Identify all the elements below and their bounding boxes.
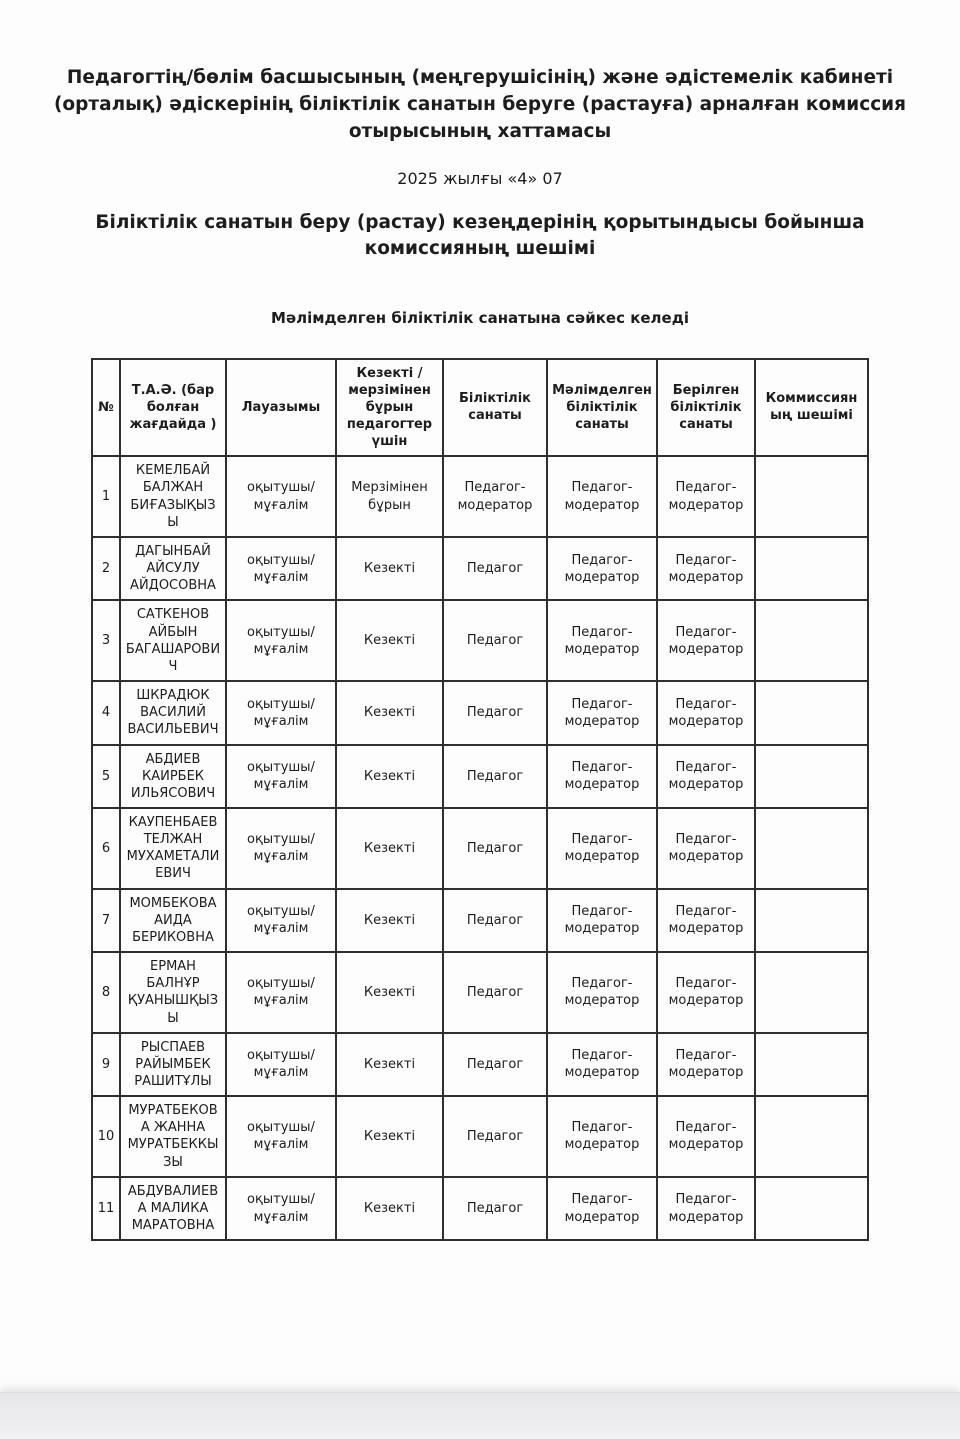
num-cell: 5 [92, 745, 120, 808]
column-header-commission_decision: Коммиссияның шешімі [755, 359, 868, 457]
given_category-cell: Педагог-модератор [657, 1033, 755, 1096]
position-cell: оқытушы/мұғалім [226, 952, 336, 1033]
period-cell: Кезекті [336, 600, 443, 681]
num-cell: 10 [92, 1096, 120, 1177]
period-cell: Кезекті [336, 889, 443, 952]
category-cell: Педагог [443, 600, 547, 681]
position-cell: оқытушы/мұғалім [226, 1096, 336, 1177]
num-cell: 1 [92, 456, 120, 537]
name-cell: АБДИЕВ КАИРБЕК ИЛЬЯСОВИЧ [120, 745, 226, 808]
position-cell: оқытушы/мұғалім [226, 456, 336, 537]
category-cell: Педагог [443, 745, 547, 808]
name-cell: МОМБЕКОВА АИДА БЕРИКОВНА [120, 889, 226, 952]
name-cell: МУРАТБЕКОВА ЖАННА МУРАТБЕККЫЗЫ [120, 1096, 226, 1177]
document-title: Педагогтің/бөлім басшысының (меңгерушісінің) және әдістемелік кабинеті (орталық) әдіскерінің біліктілік санатын беруге (растауға) арналған комиссия отырысының хаттамасы [53, 67, 907, 142]
name-cell: КЕМЕЛБАЙ БАЛЖАН БИҒАЗЫҚЫЗЫ [120, 456, 226, 537]
column-header-claimed_category: Мәлімделген біліктілік санаты [547, 359, 657, 457]
given_category-cell: Педагог-модератор [657, 681, 755, 744]
category-cell: Педагог [443, 681, 547, 744]
claimed_category-cell: Педагог-модератор [547, 456, 657, 537]
table-row [92, 745, 868, 808]
column-header-period: Кезекті / мерзімінен бұрын педагогтер үшін [336, 359, 443, 457]
period-cell: Мерзімінен бұрын [336, 456, 443, 537]
commission_decision-cell [755, 952, 868, 1033]
position-cell: оқытушы/мұғалім [226, 600, 336, 681]
commission_decision-cell [755, 1177, 868, 1240]
name-cell: ДАГЫНБАЙ АЙСУЛУ АЙДОСОВНА [120, 537, 226, 600]
claimed_category-cell: Педагог-модератор [547, 537, 657, 600]
position-cell: оқытушы/мұғалім [226, 1033, 336, 1096]
period-cell: Кезекті [336, 808, 443, 889]
num-cell: 6 [92, 808, 120, 889]
category-cell: Педагог [443, 889, 547, 952]
position-cell: оқытушы/мұғалім [226, 1177, 336, 1240]
given_category-cell: Педагог-модератор [657, 889, 755, 952]
name-cell: ЕРМАН БАЛНҰР ҚУАНЫШҚЫЗЫ [120, 952, 226, 1033]
table-row [92, 600, 868, 681]
period-cell: Кезекті [336, 681, 443, 744]
given_category-cell: Педагог-модератор [657, 1177, 755, 1240]
commission_decision-cell [755, 1033, 868, 1096]
given_category-cell: Педагог-модератор [657, 456, 755, 537]
column-header-position: Лауазымы [226, 359, 336, 457]
position-cell: оқытушы/мұғалім [226, 681, 336, 744]
document-subtitle: Біліктілік санатын беру (растау) кезеңдерінің қорытындысы бойынша комиссияның шешімі [95, 212, 865, 260]
commission_decision-cell [755, 681, 868, 744]
name-cell: ШКРАДЮК ВАСИЛИЙ ВАСИЛЬЕВИЧ [120, 681, 226, 744]
period-cell: Кезекті [336, 952, 443, 1033]
period-cell: Кезекті [336, 745, 443, 808]
num-cell: 3 [92, 600, 120, 681]
bottom-toolbar [0, 1392, 960, 1439]
commission_decision-cell [755, 1096, 868, 1177]
period-cell: Кезекті [336, 1096, 443, 1177]
category-cell: Педагог [443, 1177, 547, 1240]
table-row [92, 1096, 868, 1177]
column-header-given_category: Берілген біліктілік санаты [657, 359, 755, 457]
table-header-row [92, 359, 868, 457]
claimed_category-cell: Педагог-модератор [547, 745, 657, 808]
name-cell: КАУПЕНБАЕВ ТЕЛЖАН МУХАМЕТАЛИЕВИЧ [120, 808, 226, 889]
column-header-name: Т.А.Ә. (бар болған жағдайда ) [120, 359, 226, 457]
claimed_category-cell: Педагог-модератор [547, 1033, 657, 1096]
num-cell: 9 [92, 1033, 120, 1096]
column-header-category: Біліктілік санаты [443, 359, 547, 457]
num-cell: 11 [92, 1177, 120, 1240]
table-row [92, 681, 868, 744]
commission_decision-cell [755, 456, 868, 537]
commission_decision-cell [755, 537, 868, 600]
position-cell: оқытушы/мұғалім [226, 808, 336, 889]
num-cell: 7 [92, 889, 120, 952]
category-cell: Педагог [443, 808, 547, 889]
category-cell: Педагог [443, 1096, 547, 1177]
period-cell: Кезекті [336, 1033, 443, 1096]
table-row [92, 456, 868, 537]
table-row [92, 889, 868, 952]
table-caption: Мәлімделген біліктілік санатына сәйкес келеді [271, 308, 689, 327]
name-cell: САТКЕНОВ АЙБЫН БАГАШАРОВИЧ [120, 600, 226, 681]
claimed_category-cell: Педагог-модератор [547, 681, 657, 744]
claimed_category-cell: Педагог-модератор [547, 1096, 657, 1177]
category-cell: Педагог [443, 952, 547, 1033]
given_category-cell: Педагог-модератор [657, 952, 755, 1033]
column-header-num: № [92, 359, 120, 457]
commission_decision-cell [755, 745, 868, 808]
claimed_category-cell: Педагог-модератор [547, 952, 657, 1033]
position-cell: оқытушы/мұғалім [226, 889, 336, 952]
given_category-cell: Педагог-модератор [657, 600, 755, 681]
position-cell: оқытушы/мұғалім [226, 745, 336, 808]
position-cell: оқытушы/мұғалім [226, 537, 336, 600]
name-cell: АБДУВАЛИЕВА МАЛИКА МАРАТОВНА [120, 1177, 226, 1240]
table-row [92, 808, 868, 889]
period-cell: Кезекті [336, 1177, 443, 1240]
period-cell: Кезекті [336, 537, 443, 600]
num-cell: 2 [92, 537, 120, 600]
claimed_category-cell: Педагог-модератор [547, 600, 657, 681]
category-cell: Педагог [443, 537, 547, 600]
table-row [92, 537, 868, 600]
category-cell: Педагог-модератор [443, 456, 547, 537]
given_category-cell: Педагог-модератор [657, 537, 755, 600]
table-row [92, 952, 868, 1033]
table-row [92, 1033, 868, 1096]
commission_decision-cell [755, 889, 868, 952]
document-date: 2025 жылғы «4» 07 [397, 169, 563, 188]
given_category-cell: Педагог-модератор [657, 808, 755, 889]
name-cell: РЫСПАЕВ РАЙЫМБЕК РАШИТҰЛЫ [120, 1033, 226, 1096]
qualification-table [91, 358, 869, 1242]
category-cell: Педагог [443, 1033, 547, 1096]
table-row [92, 1177, 868, 1240]
claimed_category-cell: Педагог-модератор [547, 1177, 657, 1240]
commission_decision-cell [755, 600, 868, 681]
num-cell: 8 [92, 952, 120, 1033]
given_category-cell: Педагог-модератор [657, 745, 755, 808]
num-cell: 4 [92, 681, 120, 744]
given_category-cell: Педагог-модератор [657, 1096, 755, 1177]
claimed_category-cell: Педагог-модератор [547, 889, 657, 952]
claimed_category-cell: Педагог-модератор [547, 808, 657, 889]
commission_decision-cell [755, 808, 868, 889]
